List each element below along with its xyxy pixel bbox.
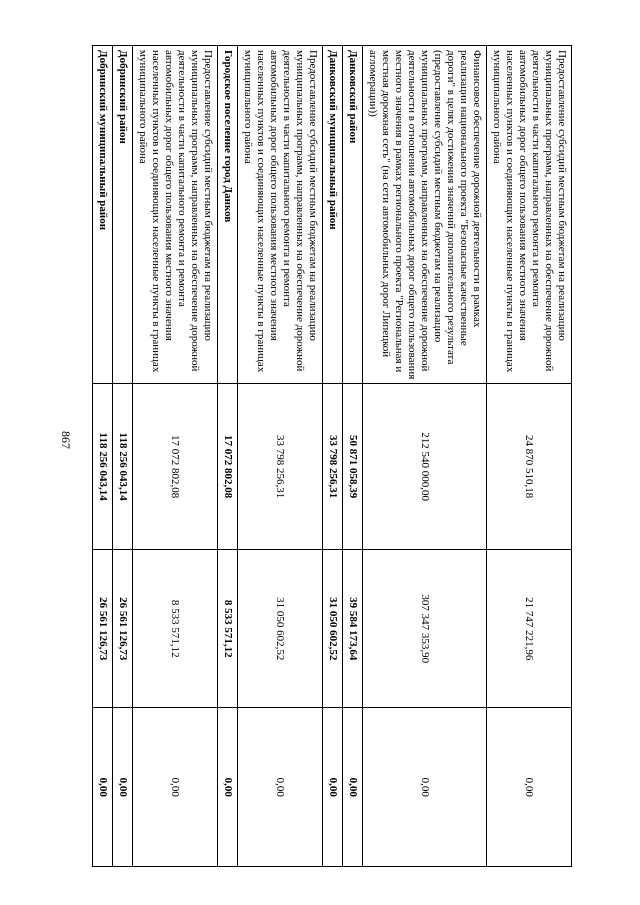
row-value-2: 26 561 126,73 — [113, 549, 133, 708]
row-value-1: 50 871 058,39 — [343, 384, 363, 550]
row-description: Предоставление субсидий местным бюджетам на реализацию муниципальных программ, направленных на обеспечение дорожной деятельности в части капитального ремонта и ремонта автомобильных дорог общего пользования местного значения населенных пунктов и соединяющих населенные пункты в границах муниципального района — [238, 46, 323, 384]
row-description: Данковский муниципальный район — [323, 46, 343, 384]
table-row — [343, 46, 363, 867]
row-description: Предоставление субсидий местным бюджетам на реализацию муниципальных программ, направленных на обеспечение дорожной деятельности в части капитального ремонта и ремонта автомобильных дорог общего пользования местного значения населенных пунктов и соединяющих населенные пункты в границах муниципального района — [133, 46, 218, 384]
row-description: Данковский район — [343, 46, 363, 384]
row-value-2: 8 533 571,12 — [218, 549, 238, 708]
row-value-1: 212 540 000,00 — [363, 384, 487, 550]
table-row — [323, 46, 343, 867]
row-value-2: 31 050 602,52 — [323, 549, 343, 708]
row-description: Добринский район — [113, 46, 133, 384]
row-description: Городское поселение город Данков — [218, 46, 238, 384]
rotated-table-container — [38, 45, 572, 867]
row-value-2: 8 533 571,12 — [133, 549, 218, 708]
table-row — [363, 46, 487, 867]
table-row — [133, 46, 218, 867]
table-body — [93, 46, 572, 867]
row-value-1: 33 798 256,31 — [323, 384, 343, 550]
row-value-3: 0,00 — [113, 708, 133, 867]
row-value-3: 0,00 — [218, 708, 238, 867]
row-value-3: 0,00 — [133, 708, 218, 867]
row-value-3: 0,00 — [238, 708, 323, 867]
table-row — [218, 46, 238, 867]
row-value-1: 118 256 043,14 — [93, 384, 113, 550]
row-value-1: 17 072 802,08 — [133, 384, 218, 550]
row-value-1: 118 256 043,14 — [113, 384, 133, 550]
row-value-3: 0,00 — [487, 708, 572, 867]
table-row — [487, 46, 572, 867]
row-value-2: 26 561 126,73 — [93, 549, 113, 708]
table-row — [93, 46, 113, 867]
table-row — [113, 46, 133, 867]
row-value-3: 0,00 — [343, 708, 363, 867]
row-value-3: 0,00 — [323, 708, 343, 867]
row-value-1: 33 798 256,31 — [238, 384, 323, 550]
table-row — [238, 46, 323, 867]
row-value-2: 307 347 353,90 — [363, 549, 487, 708]
row-description: Финансовое обеспечение дорожной деятельности в рамках реализации национального проекта "Безопасные качественные дороги" в целях достижения значений дополнительного результата (предоставление субсидий местным бюджетам на реализацию муниципальных программ, направленных на обеспечение дорожной деятельности в отношении автомобильных дорог общего пользования местного значения в рамках регионального проекта "Региональная и местная дорожная сеть" (на сети автомобильных дорог Липецкой агломерации)) — [363, 46, 487, 384]
row-value-2: 21 747 221,96 — [487, 549, 572, 708]
row-description: Предоставление субсидий местным бюджетам на реализацию муниципальных программ, направленных на обеспечение дорожной деятельности в части капитального ремонта и ремонта автомобильных дорог общего пользования местного значения населенных пунктов и соединяющих населенные пункты в границах муниципального района — [487, 46, 572, 384]
page-number: 867 — [59, 431, 73, 449]
row-value-3: 0,00 — [363, 708, 487, 867]
row-value-1: 24 870 510,18 — [487, 384, 572, 550]
row-value-2: 39 584 173,64 — [343, 549, 363, 708]
row-value-1: 17 072 802,08 — [218, 384, 238, 550]
row-value-2: 31 050 602,52 — [238, 549, 323, 708]
row-description: Добринский муниципальный район — [93, 46, 113, 384]
row-value-3: 0,00 — [93, 708, 113, 867]
budget-table — [92, 45, 572, 867]
